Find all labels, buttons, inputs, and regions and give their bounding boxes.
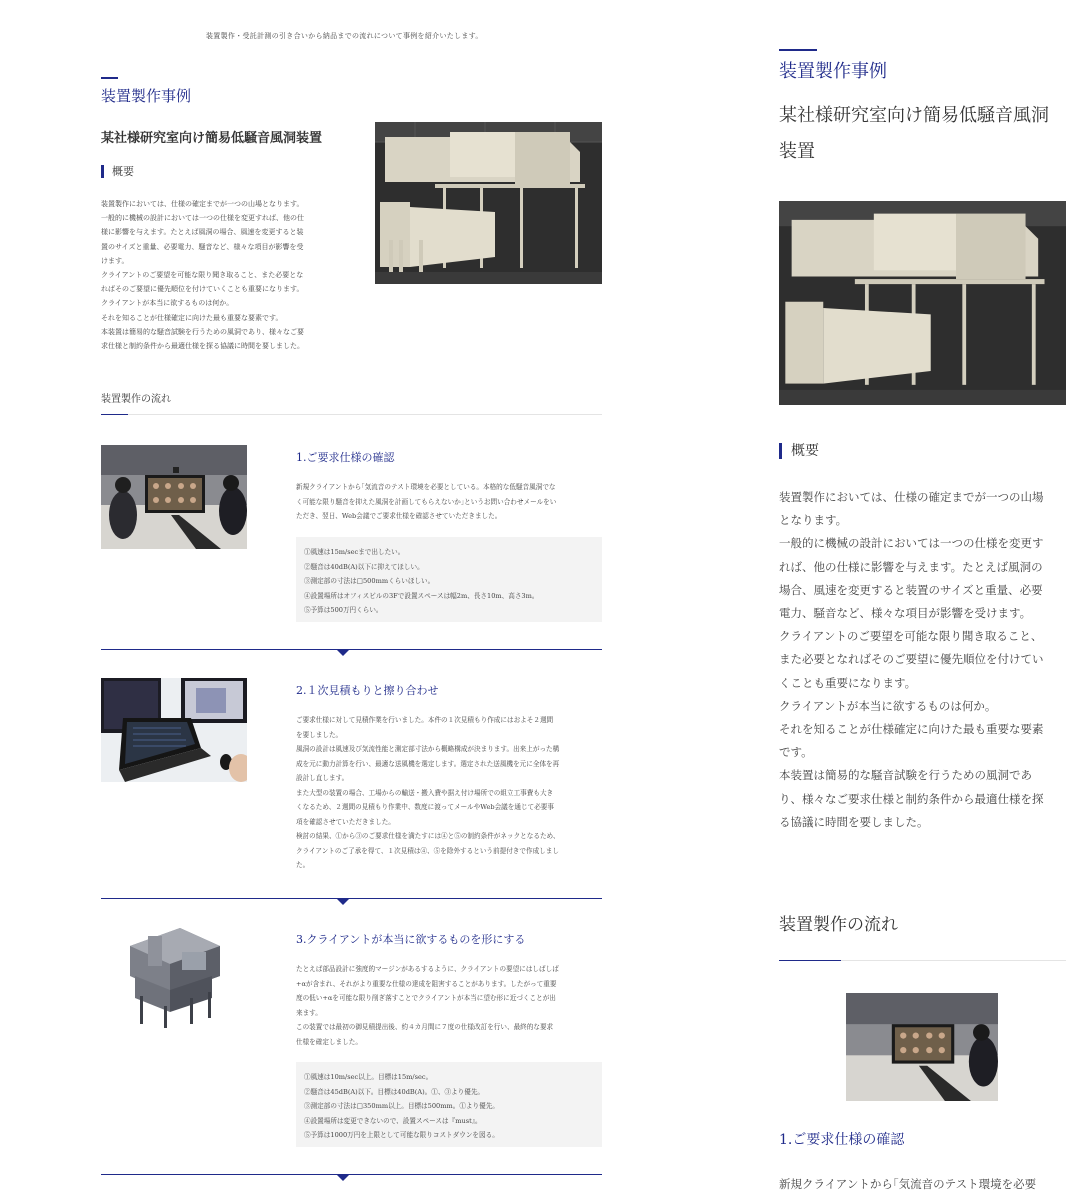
step-3-divider [101,1174,602,1175]
mobile-overview-line: くことも重要になります。 [779,675,917,690]
step-3-line: 来ます。 [296,1008,322,1017]
requirement-item: ⑤予算は1000万円を上限として可能な限りコストダウンを図る。 [304,1131,499,1139]
mobile-overview-line: 本装置は簡易的な騒音試験を行うための風洞であ [779,768,1032,783]
requirement-item: ②騒音は45dB(A)以下。目標は40dB(A)。①、③より優先。 [304,1087,485,1096]
overview-text [101,197,331,353]
step-2-line: クライアントのご了承を得て、１次見積は④、⑤を除外するという前提付きで作成しまし [296,846,559,855]
overview-line: けます。 [101,256,129,265]
requirement-item: ②騒音は40dB(A)以下に抑えてほしい。 [304,562,424,571]
flow-underline [128,414,602,415]
step-3-line: 度の低い+αを可能な限り削ぎ落すことでクライアントが本当に望む形に近づくことが出 [296,994,556,1002]
step-1-line: く可能な限り騒音を抑えた風洞を計画してもらえないか｣というお問い合わせメールをい [296,497,557,506]
step-2-line: 設計し直します。 [296,774,349,782]
mobile-flow-underline [841,960,1066,961]
step-1-line: ただき、翌日、Web会議でご要求仕様を確認させていただきました。 [296,512,502,520]
step-3-requirements [296,1062,602,1147]
step-3-text [296,962,606,1049]
step-2-line: ご要求仕様に対して見積作業を行いました。本件の１次見積もり作成にはおよそ２週間 [296,716,554,724]
overview-line: 本装置は簡易的な騒音試験を行うための風洞であり、様々なご要 [101,327,304,336]
requirement-item: ④設置場所は変更できないので、設置スペースは『must』。 [304,1116,482,1125]
mobile-step-1-title: 1.ご要求仕様の確認 [779,1132,905,1148]
project-title: 某社様研究室向け簡易低騒音風洞装置 [101,131,323,146]
requirement-item: ⑤予算は500万円くらい。 [304,606,383,614]
mobile-wind-tunnel-photo [779,201,1066,405]
web-meeting-photo [101,445,247,549]
step-1-requirements [296,537,602,622]
laptop-cad-photo [101,678,247,782]
step-3-line: +αが含まれ、それがより重要な仕様の達成を阻害することがあります。したがって重要 [296,979,557,988]
step-1-title: 1.ご要求仕様の確認 [296,451,395,464]
section-accent-bar [101,77,118,79]
step-1-line: 新規クライアントから｢気流音のテスト環境を必要としている。本格的な低騒音風洞でな [296,483,556,491]
mobile-overview-line: る協議に時間を要しました。 [779,814,929,829]
mobile-overview-line: また必要となればそのご要望に優先順位を付けてい [779,652,1044,667]
flow-heading: 装置製作の流れ [101,394,171,405]
step-2-line: た。 [296,861,310,869]
requirement-item: ①風速は15m/secまで出したい。 [304,548,405,556]
step-3-line: たとえば部品設計に強度的マージンがあるするように、クライアントの要望にはしばしば [296,965,559,973]
overview-line: 求仕様と制約条件から最適仕様を探る協議に時間を要しました。 [101,342,304,351]
overview-line: 様に影響を与えます。たとえば風洞の場合、風速を変更すると装 [101,228,304,237]
step-3-line: この装置では最初の御見積提出後、約４カ月間に７度の仕様改訂を行い、最終的な要求 [296,1023,554,1031]
mobile-overview-heading: 概要 [779,443,819,459]
step-2-divider [101,898,602,899]
overview-line: 一般的に機械の設計においては一つの仕様を変更すれば、他の仕 [101,214,304,223]
step-2-line: 項を確認させていただきました。 [296,817,395,826]
step-2-text [296,713,606,873]
overview-line: それを知ることが仕様確定に向けた最も重要な要素です。 [101,313,283,322]
mobile-overview-line: り、様々なご要求仕様と制約条件から最適仕様を探 [779,791,1044,806]
step-1-arrow-icon [337,650,349,656]
mobile-project-title-line1: 某社様研究室向け簡易低騒音風洞 [779,105,1049,126]
mobile-project-title-line2: 装置 [779,141,815,162]
overview-heading: 概要 [101,165,134,178]
step-2-title: 2.１次見積もりと擦り合わせ [296,684,439,697]
mobile-overview-text [779,486,1069,834]
step-3-title: 3.クライアントが本当に欲するものを形にする [296,933,526,946]
wind-tunnel-photo [375,122,602,284]
mobile-web-meeting-photo [846,993,998,1101]
mobile-overview-line: クライアントのご要望を可能な限り聞き取ること、 [779,629,1043,644]
step-2-line: 成を元に動力計算を行い、最適な送風機を選定します。選定された送風機を元に全体を再 [296,759,560,768]
mobile-flow-heading: 装置製作の流れ [779,915,898,935]
mobile-overview-line: 場合、風速を変更すると装置のサイズと重量、必要 [779,582,1043,597]
mobile-overview-line: 一般的に機械の設計においては一つの仕様を変更す [779,536,1044,551]
mobile-overview-line: です。 [779,745,813,760]
step-3-arrow-icon [337,1175,349,1181]
requirement-item: ①風速は10m/sec以上。目標は15m/sec。 [304,1073,433,1081]
overview-line: ればそのご要望に優先順位を付けていくことも重要になります。 [101,285,304,294]
requirement-item: ④設置場所はオフィスビルの3Fで設置スペースは幅2m、長さ10m、高さ3m。 [304,591,539,600]
overview-line: クライアントが本当に欲するものは何か。 [101,299,234,308]
overview-line: クライアントのご要望を可能な限り聞き取ること、また必要とな [101,271,304,280]
section-title: 装置製作事例 [101,87,192,105]
mobile-step-1-text: 新規クライアントから｢気流音のテスト環境を必要 [779,1177,1037,1191]
mobile-section-title: 装置製作事例 [779,61,887,82]
step-1-divider [101,649,602,650]
overview-line: 置のサイズと重量、必要電力、騒音など、様々な項目が影響を受 [101,242,304,251]
overview-line: 装置製作においては、仕様の確定までが一つの山場となります。 [101,200,304,208]
mobile-overview-line: それを知ることが仕様確定に向けた最も重要な要素 [779,722,1044,737]
mobile-overview-line: 電力、騒音など、様々な項目が影響を受けます。 [779,606,1032,621]
requirement-item: ③測定部の寸法は□500mmくらいほしい。 [304,577,435,585]
flow-accent-bar [101,414,128,415]
intro-text: 装置製作・受託計測の引き合いから納品までの流れについて事例を紹介いたします。 [206,32,483,40]
step-2-line: また大型の装置の場合、工場からの輸送・搬入費や据え付け場所での組立工事費も大き [296,788,554,797]
mobile-flow-accent-bar [779,960,841,961]
step-3-line: 仕様を確定しました。 [296,1037,362,1046]
step-2-line: 風洞の設計は風速及び気流性能と測定部寸法から概略構成が決まります。出来上がった構 [296,745,560,753]
step-1-text [296,480,606,524]
cad-model-render [120,926,228,1030]
mobile-overview-line: クライアントが本当に欲するものは何か。 [779,698,997,713]
step-2-line: くなるため、２週間の見積もり作業中、数度に渡ってメールやWeb会議を通じて必要事 [296,803,554,811]
step-2-line: 検討の結果、①から③のご要求仕様を満たすには④と⑤の制約条件がネックとなるため、 [296,832,560,840]
step-2-arrow-icon [337,899,349,905]
mobile-overview-line: れば、他の仕様に影響を与えます。たとえば風洞の [779,559,1043,574]
step-2-line: を要しました。 [296,730,343,739]
mobile-overview-line: 装置製作においては、仕様の確定までが一つの山場 [779,490,1044,504]
requirement-item: ③測定部の寸法は□350mm以上。目標は500mm。①より優先。 [304,1102,499,1110]
mobile-overview-line: となります。 [779,513,848,528]
mobile-section-accent-bar [779,49,817,51]
